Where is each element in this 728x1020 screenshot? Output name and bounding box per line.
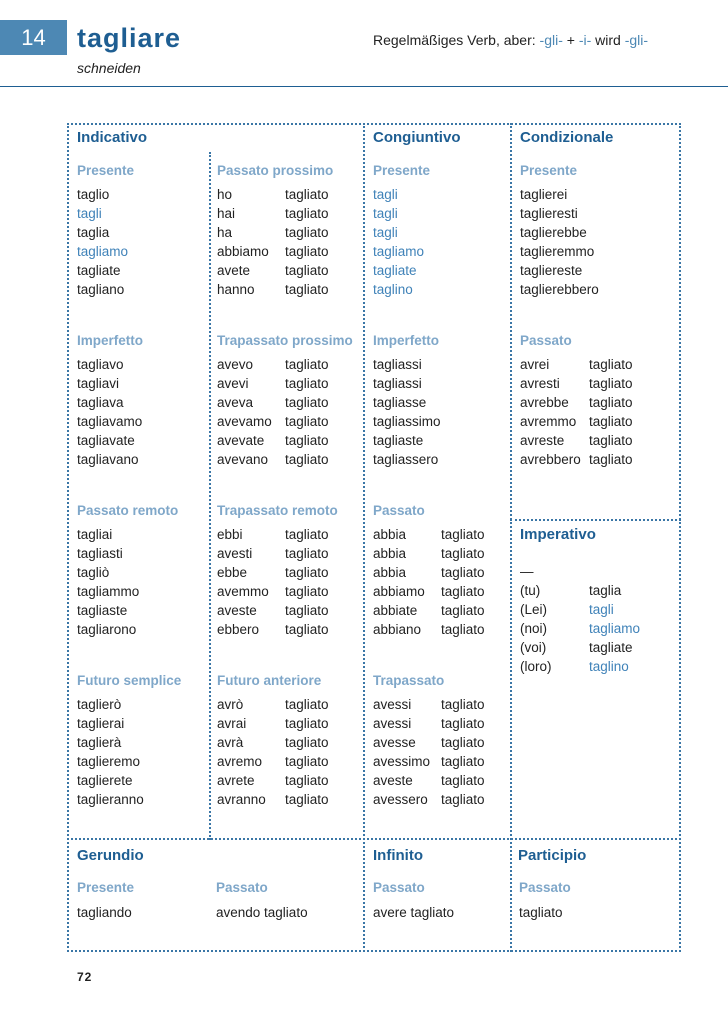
ind-trapassato-remoto-aux-form: avemmo <box>217 584 269 599</box>
heading-condizionale: Condizionale <box>520 129 614 146</box>
ind-trapassato-remoto-aux-form: aveste <box>217 603 257 618</box>
cong-imperfetto-form: tagliaste <box>373 433 424 448</box>
ind-futuro-anteriore-aux-form: avrà <box>217 735 244 750</box>
imp-pronouns-form: — <box>520 564 534 579</box>
cong-passato-aux-form: abbia <box>373 565 407 580</box>
cong-passato-part-form: tagliato <box>441 546 485 561</box>
cong-imperfetto-form: tagliassimo <box>373 414 441 429</box>
ind-imperfetto-form: tagliavano <box>77 452 139 467</box>
cong-imperfetto-form: tagliassero <box>373 452 439 467</box>
cond-presente-form: taglieremmo <box>520 244 595 259</box>
cong-trapassato-aux-form: avessi <box>373 716 412 731</box>
cong-passato-aux-form: abbia <box>373 527 407 542</box>
ind-futuro-semplice-form: taglierete <box>77 773 133 788</box>
ind-trapassato-remoto-part-form: tagliato <box>285 546 329 561</box>
cond-passato-part-form: tagliato <box>589 433 633 448</box>
divider-condizionale-imperativo <box>510 519 681 521</box>
ind-passato-remoto-form: tagliasti <box>77 546 123 561</box>
rule-prefix: Regelmäßiges Verb, aber: <box>373 32 540 48</box>
imp-pronouns-form: (noi) <box>520 621 548 636</box>
ind-futuro-anteriore-part-form: tagliato <box>285 735 329 750</box>
ind-passato-prossimo-aux-form: hai <box>217 206 236 221</box>
cong-passato-part-form: tagliato <box>441 622 485 637</box>
ind-futuro-semplice-form: taglierà <box>77 735 122 750</box>
ind-trapassato-prossimo-part-form: tagliato <box>285 357 329 372</box>
ind-passato-prossimo-aux-form: hanno <box>217 282 255 297</box>
cong-imperfetto-form: tagliasse <box>373 395 427 410</box>
ind-futuro-anteriore-aux-form: avrò <box>217 697 244 712</box>
rule-result: -gli- <box>624 32 649 48</box>
label-ger-passato: Passato <box>216 880 268 895</box>
label-cond-presente: Presente <box>520 163 578 178</box>
ind-futuro-anteriore-aux-form: avrete <box>217 773 255 788</box>
divider-indicativo-congiuntivo <box>363 123 365 840</box>
ind-presente-form: taglio <box>77 187 110 202</box>
ind-trapassato-remoto-part-form: tagliato <box>285 584 329 599</box>
ind-futuro-anteriore-aux-form: avremo <box>217 754 263 769</box>
cong-presente-form: tagli <box>373 187 398 202</box>
divider-congiuntivo-condizionale <box>510 123 512 840</box>
cond-passato-part-form: tagliato <box>589 376 633 391</box>
ind-presente-form: taglia <box>77 225 110 240</box>
label-cond-passato: Passato <box>520 333 572 348</box>
ind-futuro-semplice-form: taglieranno <box>77 792 144 807</box>
cong-trapassato-aux-form: avessimo <box>373 754 431 769</box>
cond-presente-form: taglierebbero <box>520 282 599 297</box>
cong-presente-form: tagliate <box>373 263 417 278</box>
ind-trapassato-prossimo-part-form: tagliato <box>285 433 329 448</box>
cong-passato-aux-form: abbiamo <box>373 584 425 599</box>
chapter-number: 14 <box>0 20 67 55</box>
cond-passato-part-form: tagliato <box>589 414 633 429</box>
label-ind-trapassato-remoto: Trapassato remoto <box>217 503 338 518</box>
cong-passato-part-form: tagliato <box>441 603 485 618</box>
cong-trapassato-part-form: tagliato <box>441 773 485 788</box>
label-cong-trapassato: Trapassato <box>373 673 445 688</box>
ind-passato-prossimo-part-form: tagliato <box>285 225 329 240</box>
ind-trapassato-prossimo-aux-form: avevano <box>217 452 269 467</box>
ind-futuro-anteriore-part-form: tagliato <box>285 716 329 731</box>
heading-imperativo: Imperativo <box>520 526 596 543</box>
gerundio-passato-form: avendo tagliato <box>216 905 308 920</box>
ind-futuro-anteriore-part-form: tagliato <box>285 792 329 807</box>
heading-participio: Participio <box>518 847 587 864</box>
cond-passato-aux-form: avremmo <box>520 414 577 429</box>
cond-passato-part-form: tagliato <box>589 357 633 372</box>
cond-passato-part-form: tagliato <box>589 395 633 410</box>
ind-trapassato-prossimo-aux-form: avevate <box>217 433 265 448</box>
label-ger-presente: Presente <box>77 880 135 895</box>
ind-trapassato-remoto-aux-form: ebbi <box>217 527 243 542</box>
ind-futuro-anteriore-part-form: tagliato <box>285 773 329 788</box>
ind-imperfetto-form: tagliavi <box>77 376 120 391</box>
label-cong-presente: Presente <box>373 163 431 178</box>
cond-presente-form: taglierebbe <box>520 225 587 240</box>
cond-passato-aux-form: avresti <box>520 376 560 391</box>
ind-trapassato-prossimo-aux-form: avevi <box>217 376 249 391</box>
cong-passato-part-form: tagliato <box>441 527 485 542</box>
ind-futuro-anteriore-aux-form: avranno <box>217 792 266 807</box>
divider-infinito-participio <box>510 838 512 952</box>
cong-presente-form: taglino <box>373 282 413 297</box>
ind-trapassato-prossimo-part-form: tagliato <box>285 414 329 429</box>
label-cong-imperfetto: Imperfetto <box>373 333 440 348</box>
ind-passato-prossimo-part-form: tagliato <box>285 187 329 202</box>
ind-trapassato-prossimo-part-form: tagliato <box>285 395 329 410</box>
cong-trapassato-part-form: tagliato <box>441 792 485 807</box>
gerundio-presente-form: tagliando <box>77 905 132 920</box>
cong-presente-form: tagliamo <box>373 244 425 259</box>
imp-forms-form: tagliate <box>589 640 633 655</box>
cond-passato-aux-form: avrebbe <box>520 395 569 410</box>
cong-presente-form: tagli <box>373 225 398 240</box>
ind-passato-prossimo-aux-form: ha <box>217 225 233 240</box>
ind-imperfetto-form: tagliava <box>77 395 124 410</box>
ind-passato-prossimo-part-form: tagliato <box>285 263 329 278</box>
label-ind-futuro-anteriore: Futuro anteriore <box>217 673 322 688</box>
label-ind-passato-prossimo: Passato prossimo <box>217 163 334 178</box>
label-cong-passato: Passato <box>373 503 425 518</box>
divider-gerundio-infinito <box>363 838 365 952</box>
verb-title: tagliare <box>77 23 182 53</box>
heading-gerundio: Gerundio <box>77 847 144 864</box>
cong-trapassato-part-form: tagliato <box>441 716 485 731</box>
cond-passato-aux-form: avrei <box>520 357 550 372</box>
cong-trapassato-part-form: tagliato <box>441 754 485 769</box>
ind-futuro-semplice-form: taglierai <box>77 716 125 731</box>
ind-passato-remoto-form: tagliò <box>77 565 110 580</box>
ind-passato-remoto-form: tagliammo <box>77 584 140 599</box>
cong-passato-part-form: tagliato <box>441 565 485 580</box>
ind-passato-prossimo-aux-form: avete <box>217 263 251 278</box>
cond-passato-part-form: tagliato <box>589 452 633 467</box>
cong-imperfetto-form: tagliassi <box>373 357 422 372</box>
page-number: 72 <box>77 970 93 984</box>
cong-trapassato-aux-form: aveste <box>373 773 413 788</box>
imp-forms-form: tagli <box>589 602 614 617</box>
ind-trapassato-remoto-part-form: tagliato <box>285 527 329 542</box>
ind-trapassato-prossimo-aux-form: aveva <box>217 395 254 410</box>
heading-congiuntivo: Congiuntivo <box>373 129 461 146</box>
imp-forms-form: taglino <box>589 659 629 674</box>
ind-passato-remoto-form: tagliarono <box>77 622 137 637</box>
rule-plus: + <box>562 32 579 48</box>
cong-passato-part-form: tagliato <box>441 584 485 599</box>
ind-passato-remoto-form: tagliaste <box>77 603 128 618</box>
conjugation-rule <box>373 32 648 48</box>
ind-trapassato-prossimo-part-form: tagliato <box>285 452 329 467</box>
infinito-passato-form: avere tagliato <box>373 905 455 920</box>
cond-passato-aux-form: avreste <box>520 433 565 448</box>
cond-passato-aux-form: avrebbero <box>520 452 581 467</box>
cong-trapassato-aux-form: avessi <box>373 697 412 712</box>
ind-trapassato-remoto-aux-form: ebbe <box>217 565 248 580</box>
divider-indicativo-inner <box>209 152 211 840</box>
heading-infinito: Infinito <box>373 847 423 864</box>
ind-trapassato-remoto-part-form: tagliato <box>285 603 329 618</box>
ind-imperfetto-form: tagliavo <box>77 357 124 372</box>
cong-passato-aux-form: abbiano <box>373 622 422 637</box>
cong-passato-aux-form: abbiate <box>373 603 418 618</box>
imp-forms-form: taglia <box>589 583 622 598</box>
ind-trapassato-prossimo-aux-form: avevo <box>217 357 254 372</box>
label-ind-presente: Presente <box>77 163 135 178</box>
cond-presente-form: taglieresti <box>520 206 578 221</box>
ind-passato-remoto-form: tagliai <box>77 527 113 542</box>
cond-presente-form: taglierei <box>520 187 568 202</box>
cond-presente-form: tagliereste <box>520 263 583 278</box>
ind-passato-prossimo-part-form: tagliato <box>285 244 329 259</box>
imp-pronouns-form: (tu) <box>520 583 541 598</box>
ind-trapassato-remoto-aux-form: avesti <box>217 546 253 561</box>
cong-trapassato-aux-form: avessero <box>373 792 428 807</box>
ind-trapassato-remoto-aux-form: ebbero <box>217 622 260 637</box>
ind-trapassato-remoto-part-form: tagliato <box>285 622 329 637</box>
ind-passato-prossimo-part-form: tagliato <box>285 206 329 221</box>
imp-pronouns-form: (voi) <box>520 640 547 655</box>
ind-trapassato-prossimo-aux-form: avevamo <box>217 414 272 429</box>
cong-imperfetto-form: tagliassi <box>373 376 422 391</box>
participio-passato-form: tagliato <box>519 905 563 920</box>
imp-pronouns-form: (Lei) <box>520 602 548 617</box>
header-divider <box>0 86 728 87</box>
rule-i: -i- <box>578 32 592 48</box>
imp-forms-form: tagliamo <box>589 621 641 636</box>
cong-trapassato-aux-form: avesse <box>373 735 416 750</box>
ind-imperfetto-form: tagliavate <box>77 433 135 448</box>
ind-futuro-anteriore-aux-form: avrai <box>217 716 247 731</box>
ind-trapassato-prossimo-part-form: tagliato <box>285 376 329 391</box>
verb-translation: schneiden <box>77 60 141 76</box>
ind-presente-form: tagliate <box>77 263 121 278</box>
ind-passato-prossimo-aux-form: abbiamo <box>217 244 269 259</box>
label-part-passato: Passato <box>519 880 571 895</box>
ind-futuro-semplice-form: taglieremo <box>77 754 141 769</box>
cong-passato-aux-form: abbia <box>373 546 407 561</box>
imp-pronouns-form: (loro) <box>520 659 552 674</box>
ind-passato-prossimo-aux-form: ho <box>217 187 233 202</box>
cong-presente-form: tagli <box>373 206 398 221</box>
ind-presente-form: tagli <box>77 206 102 221</box>
rule-becomes: wird <box>591 32 625 48</box>
label-ind-passato-remoto: Passato remoto <box>77 503 179 518</box>
cong-trapassato-part-form: tagliato <box>441 735 485 750</box>
label-ind-futuro-semplice: Futuro semplice <box>77 673 182 688</box>
ind-futuro-anteriore-part-form: tagliato <box>285 754 329 769</box>
ind-presente-form: tagliano <box>77 282 125 297</box>
ind-futuro-semplice-form: taglierò <box>77 697 122 712</box>
ind-imperfetto-form: tagliavamo <box>77 414 143 429</box>
label-ind-trapassato-prossimo: Trapassato prossimo <box>217 333 353 348</box>
ind-futuro-anteriore-part-form: tagliato <box>285 697 329 712</box>
ind-presente-form: tagliamo <box>77 244 129 259</box>
cong-trapassato-part-form: tagliato <box>441 697 485 712</box>
label-inf-passato: Passato <box>373 880 425 895</box>
ind-trapassato-remoto-part-form: tagliato <box>285 565 329 580</box>
heading-indicativo: Indicativo <box>77 129 148 146</box>
ind-passato-prossimo-part-form: tagliato <box>285 282 329 297</box>
rule-gli: -gli- <box>539 32 563 48</box>
label-ind-imperfetto: Imperfetto <box>77 333 144 348</box>
